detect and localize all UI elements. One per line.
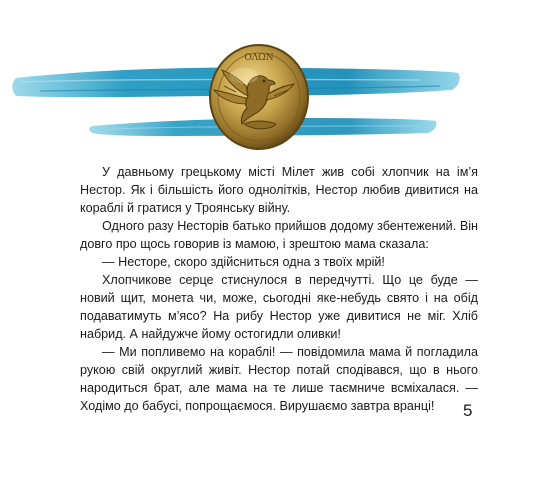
paragraph: — Ми попливемо на кораблі! — повідомила мама й погладила рукою свій округлий живіт. Нестор потай сподівався, що в нього народиться брат, але мама на те лише таємниче всміхалася. — Ходімо до бабусі, попрощаємося. Вирушаємо завтра вранці! — [80, 345, 478, 413]
paragraph: — Несторе, скоро здійсниться одна з твоїх мрій! — [102, 255, 385, 269]
svg-text:ΟΛΩΝ: ΟΛΩΝ — [244, 53, 274, 63]
page-number: 5 — [463, 401, 473, 420]
paragraph: Одного разу Несторів батько прийшов додому збентежений. Він довго про щось говорив із мамою, і зрештою мама сказала: — [80, 219, 478, 251]
story-text — [80, 163, 478, 415]
paragraph: Хлопчикове серце стиснулося в передчутті. Що це буде — новий щит, монета чи, може, сьогодні яке-небудь свято і на обід подаватимуть м’ясо? На рибу Нестор уже дивитися не міг. Хліб набрид. А найдужче йому остогидли оливки! — [80, 273, 478, 341]
brush-stroke-and-coin — [0, 0, 542, 150]
paragraph: У давньому грецькому місті Мілет жив собі хлопчик на ім’я Нестор. Як і більшість його однолітків, Нестор любив дивитися на кораблі й гратися у Троянську війну. — [80, 165, 478, 215]
greek-coin-eagle-icon — [210, 45, 308, 149]
header-illustration — [0, 0, 542, 150]
